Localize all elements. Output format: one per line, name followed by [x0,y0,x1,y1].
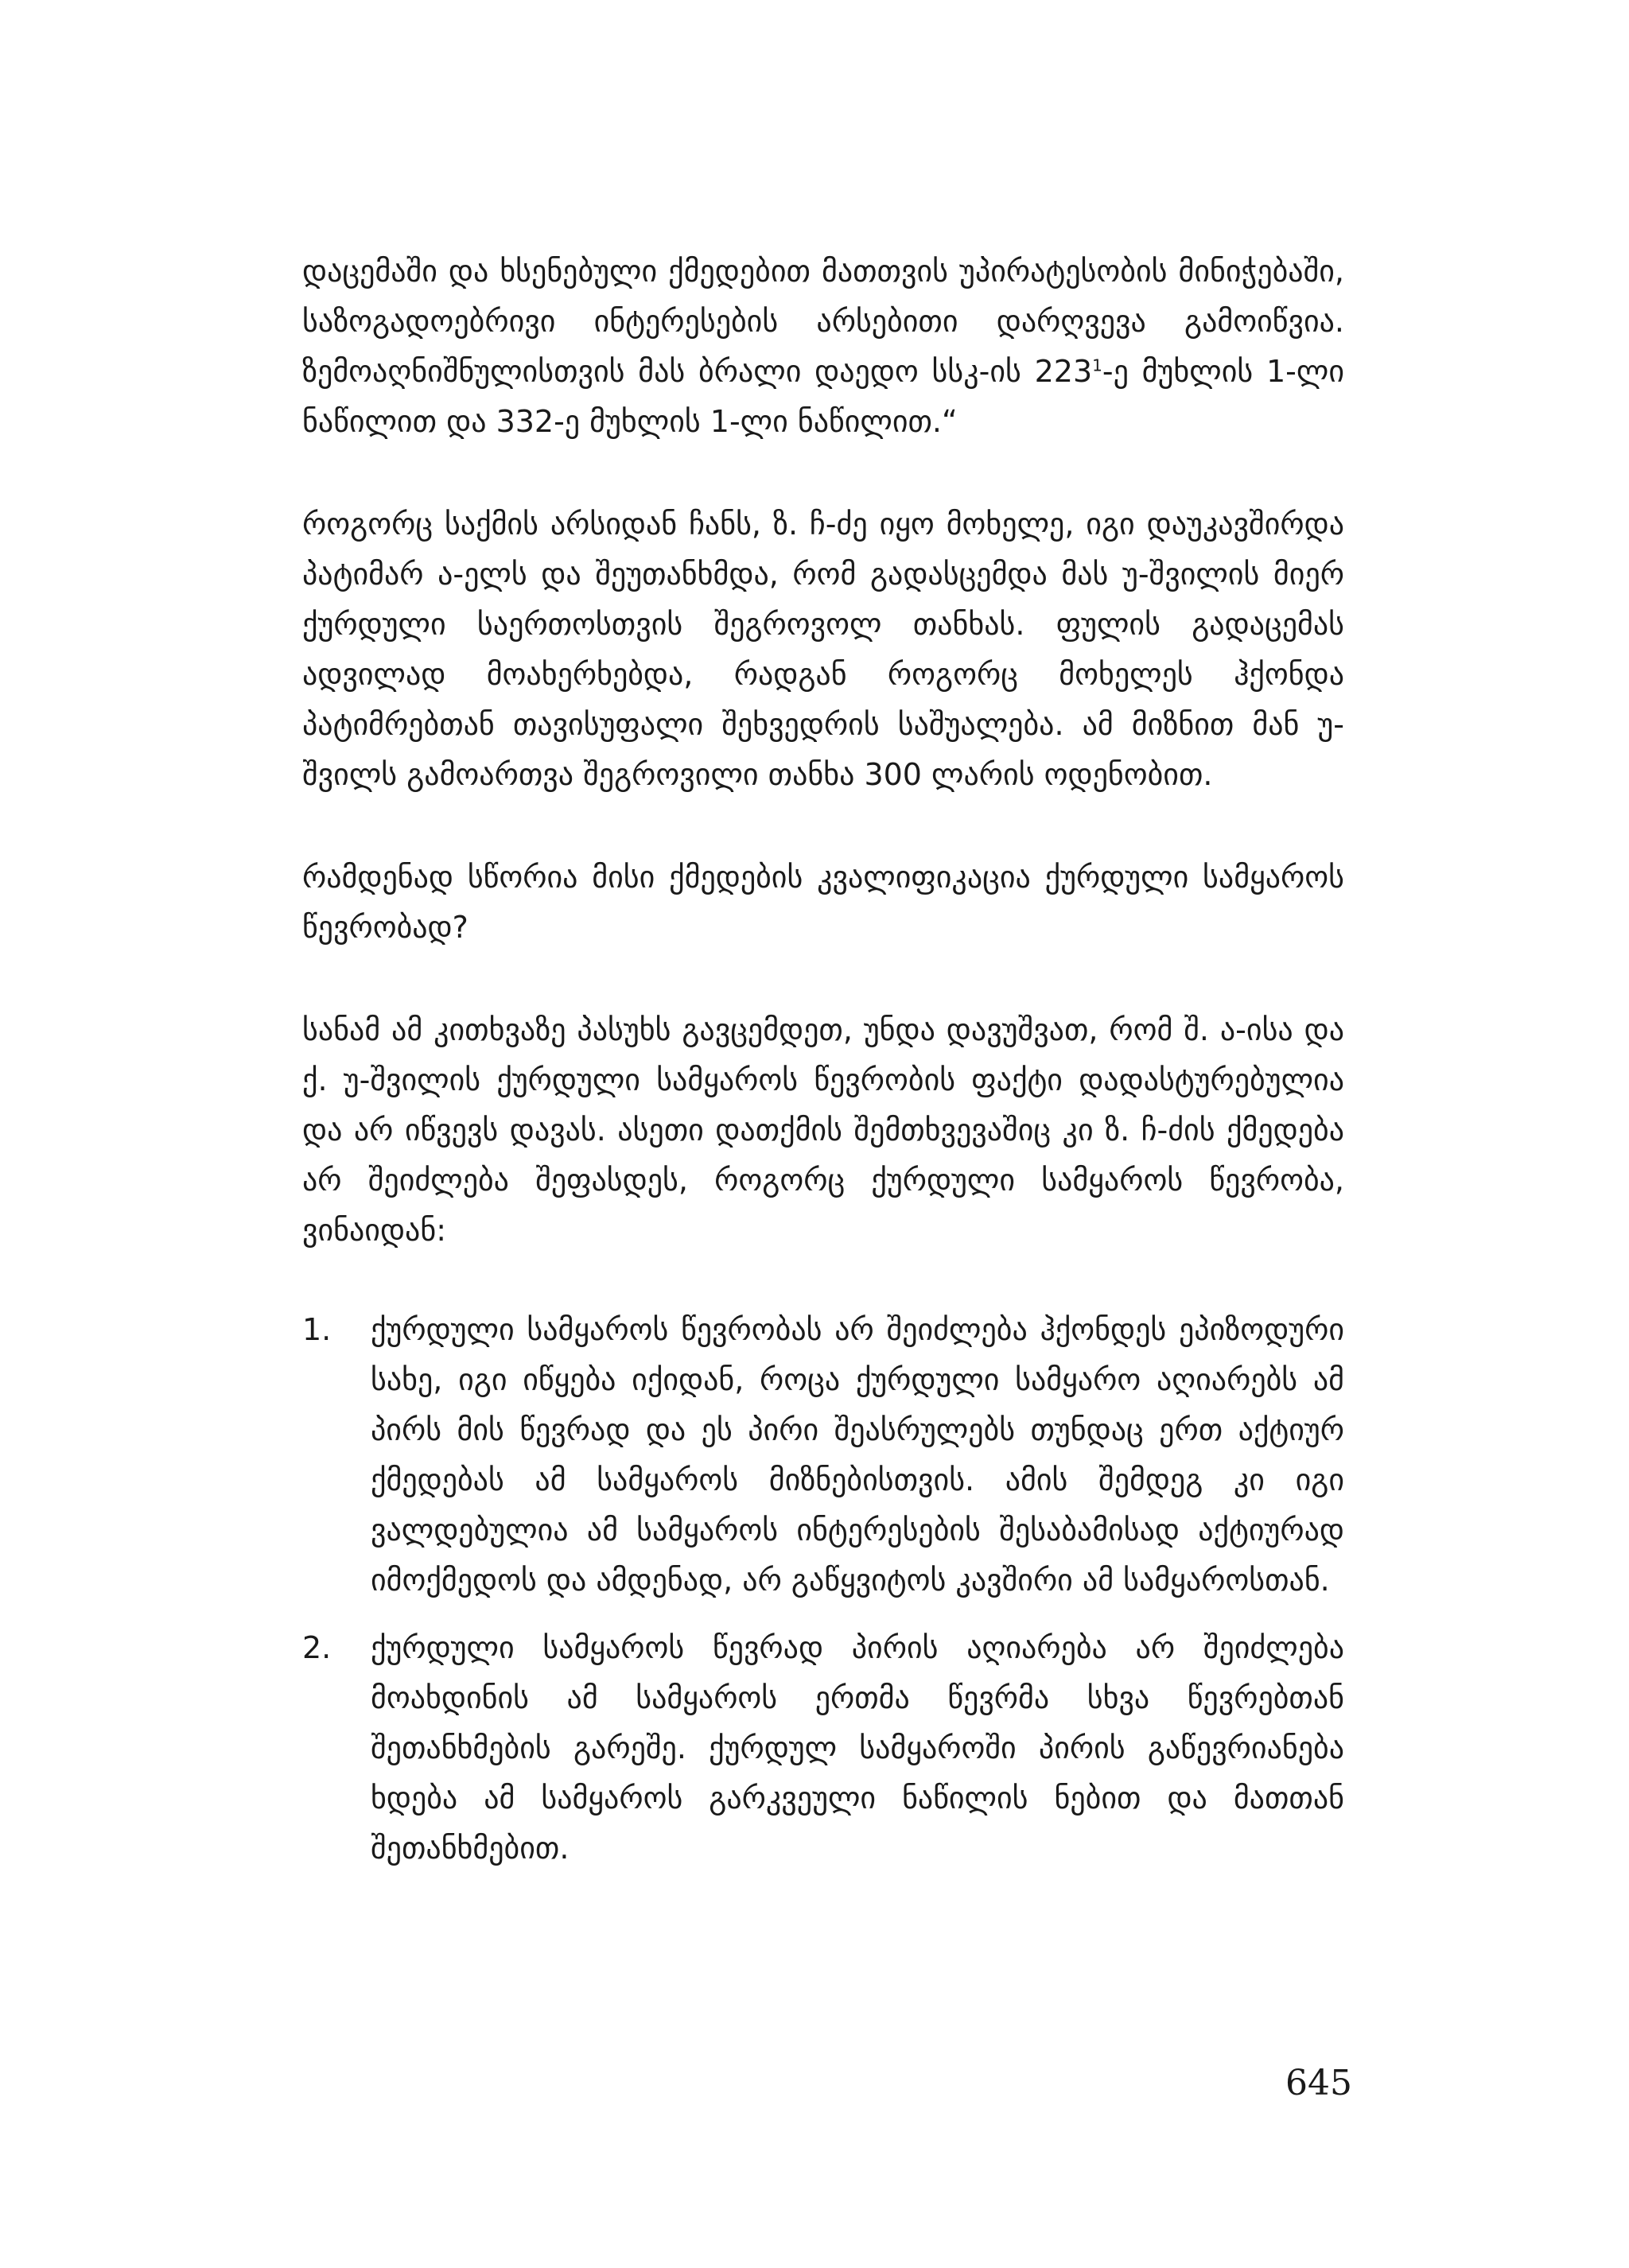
list-item-number: 1. [302,1312,332,1347]
paragraph-3-question: რამდენად სწორია მისი ქმედების კვალიფიკაცია ქურდული სამყაროს წევრობად? [302,860,1344,945]
numbered-list [302,1305,1344,1874]
paragraph-2: როგორც საქმის არსიდან ჩანს, ზ. ჩ-ძე იყო მოხელე, იგი დაუკავშირდა პატიმარ ა-ელს და შეუთანხმდა, რომ გადასცემდა მას უ-შვილის მიერ ქურდული საერთოსთვის შეგროვოლ თანხას. ფულის გადაცემას ადვილად მოახერხებდა, რადგან როგორც მოხელეს ჰქონდა პატიმრებთან თავისუფალი შეხვედრის საშუალება. ამ მიზნით მან უ-შვილს გამოართვა შეგროვილი თანხა 300 ლარის ოდენობით. [302,507,1344,792]
list-item [302,1305,1344,1606]
page-body [302,247,1344,1891]
paragraph-4: სანამ ამ კითხვაზე პასუხს გავცემდეთ, უნდა დავუშვათ, რომ შ. ა-ისა და ქ. უ-შვილის ქურდული სამყაროს წევრობის ფაქტი დადასტურებულია და არ იწვევს დავას. ასეთი დათქმის შემთხვევაშიც კი ზ. ჩ-ძის ქმედება არ შეიძლება შეფასდეს, როგორც ქურდული სამყაროს წევრობა, ვინაიდან: [302,1012,1344,1248]
paragraph-1-text: დაცემაში და ხსენებული ქმედებით მათთვის უპირატესობის მინიჭებაში, საზოგადოებრივი ინტერესების არსებითი დარღვევა გამოიწვია. ზემოაღნიშნულისთვის მას ბრალი დაედო სსკ-ის 223 [302,254,1344,389]
list-item [302,1623,1344,1874]
list-item-number: 2. [302,1630,332,1665]
list-item-text: ქურდული სამყაროს წევრობას არ შეიძლება ჰქონდეს ეპიზოდური სახე, იგი იწყება იქიდან, როცა ქურდული სამყარო აღიარებს ამ პირს მის წევრად და ეს პირი შეასრულებს თუნდაც ერთ აქტიურ ქმედებას ამ სამყაროს მიზნებისთვის. ამის შემდეგ კი იგი ვალდებულია ამ სამყაროს ინტერესების შესაბამისად აქტიურად იმოქმედოს და ამდენად, არ გაწყვიტოს კავშირი ამ სამყაროსთან. [371,1312,1344,1598]
list-item-text: ქურდული სამყაროს წევრად პირის აღიარება არ შეიძლება მოახდინის ამ სამყაროს ერთმა წევრმა სხვა წევრებთან შეთანხმების გარეშე. ქურდულ სამყაროში პირის გაწევრიანება ხდება ამ სამყაროს გარკვეული ნაწილის ნებით და მათთან შეთანხმებით. [371,1630,1344,1866]
superscript-marker: 1 [1092,355,1102,375]
paragraph-1-text-continued: -ე მუხლის 1-ლი ნაწილით და 332-ე მუხლის 1-ლი ნაწილით.“ [302,354,1344,439]
page-number: 645 [1285,2063,1352,2103]
paragraph-1 [302,247,1344,447]
